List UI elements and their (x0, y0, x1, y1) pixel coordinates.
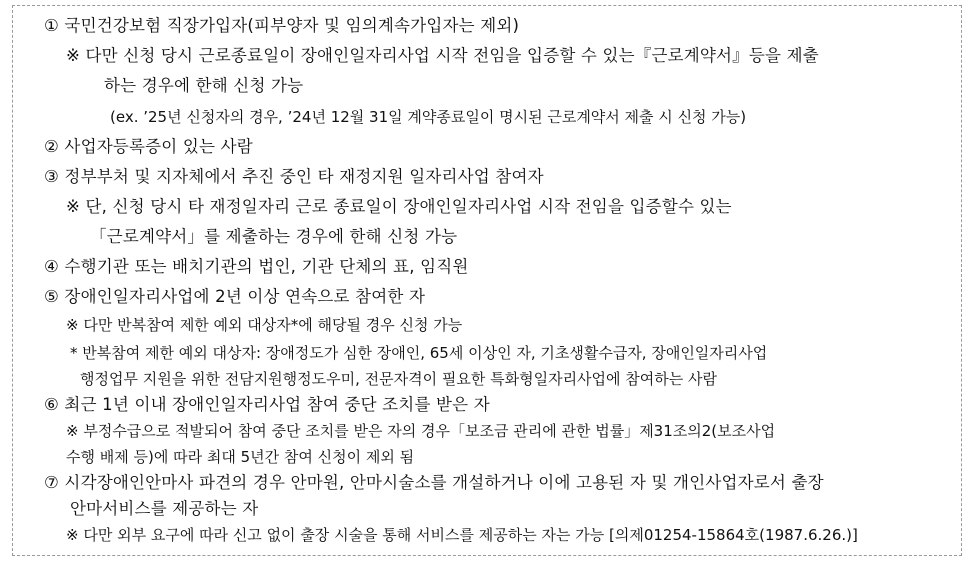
item-2: ② 사업자등록증이 있는 사람 (44, 137, 253, 156)
item-3: ③ 정부부처 및 지자체에서 추진 중인 타 재정지원 일자리사업 참여자 (44, 167, 544, 186)
item-1-example: (ex. ’25년 신청자의 경우, ’24년 12월 31일 계약종료일이 명시된 근로계약서 제출 시 신청 가능) (110, 108, 747, 126)
item-3-note: ※ 단, 신청 당시 타 재정일자리 근로 종료일이 장애인일자리사업 시작 전임을 입증할수 있는 (66, 197, 732, 216)
item-4: ④ 수행기관 또는 배치기관의 법인, 기관 단체의 표, 임직원 (44, 257, 469, 276)
item-6: ⑥ 최근 1년 이내 장애인일자리사업 참여 중단 조치를 받은 자 (44, 395, 490, 414)
item-1-note: ※ 다만 신청 당시 근로종료일이 장애인일자리사업 시작 전임을 입증할 수 있는『근로계약서』등을 제출 (66, 46, 819, 65)
item-5-footnote: * 반복참여 제한 예외 대상자: 장애정도가 심한 장애인, 65세 이상인 자, 기초생활수급자, 장애인일자리사업 (70, 344, 768, 362)
item-1: ① 국민건강보험 직장가입자(피부양자 및 임의계속가입자는 제외) (44, 16, 520, 35)
item-5: ⑤ 장애인일자리사업에 2년 이상 연속으로 참여한 자 (44, 287, 426, 306)
item-5-note: ※ 다만 반복참여 제한 예외 대상자*에 해당될 경우 신청 가능 (66, 316, 463, 334)
item-6-note-cont: 수행 배제 등)에 따라 최대 5년간 참여 신청이 제외 됨 (66, 448, 415, 466)
item-7-note: ※ 다만 외부 요구에 따라 신고 없이 출장 시술을 통해 서비스를 제공하는 자는 가능 [의제01254-15864호(1987.6.26.)] (66, 526, 858, 544)
item-6-note: ※ 부정수급으로 적발되어 참여 중단 조치를 받은 자의 경우「보조금 관리에 관한 법률」제31조의2(보조사업 (66, 422, 776, 440)
item-7: ⑦ 시각장애인안마사 파견의 경우 안마원, 안마시술소를 개설하거나 이에 고용된 자 및 개인사업자로서 출장 (44, 473, 824, 492)
item-5-footnote-cont: 행정업무 지원을 위한 전담지원행정도우미, 전문자격이 필요한 특화형일자리사업에 참여하는 사람 (80, 370, 718, 388)
item-7-cont: 안마서비스를 제공하는 자 (70, 499, 259, 518)
item-1-note-cont: 하는 경우에 한해 신청 가능 (104, 76, 304, 95)
item-3-note-cont: 「근로계약서」를 제출하는 경우에 한해 신청 가능 (90, 227, 458, 246)
